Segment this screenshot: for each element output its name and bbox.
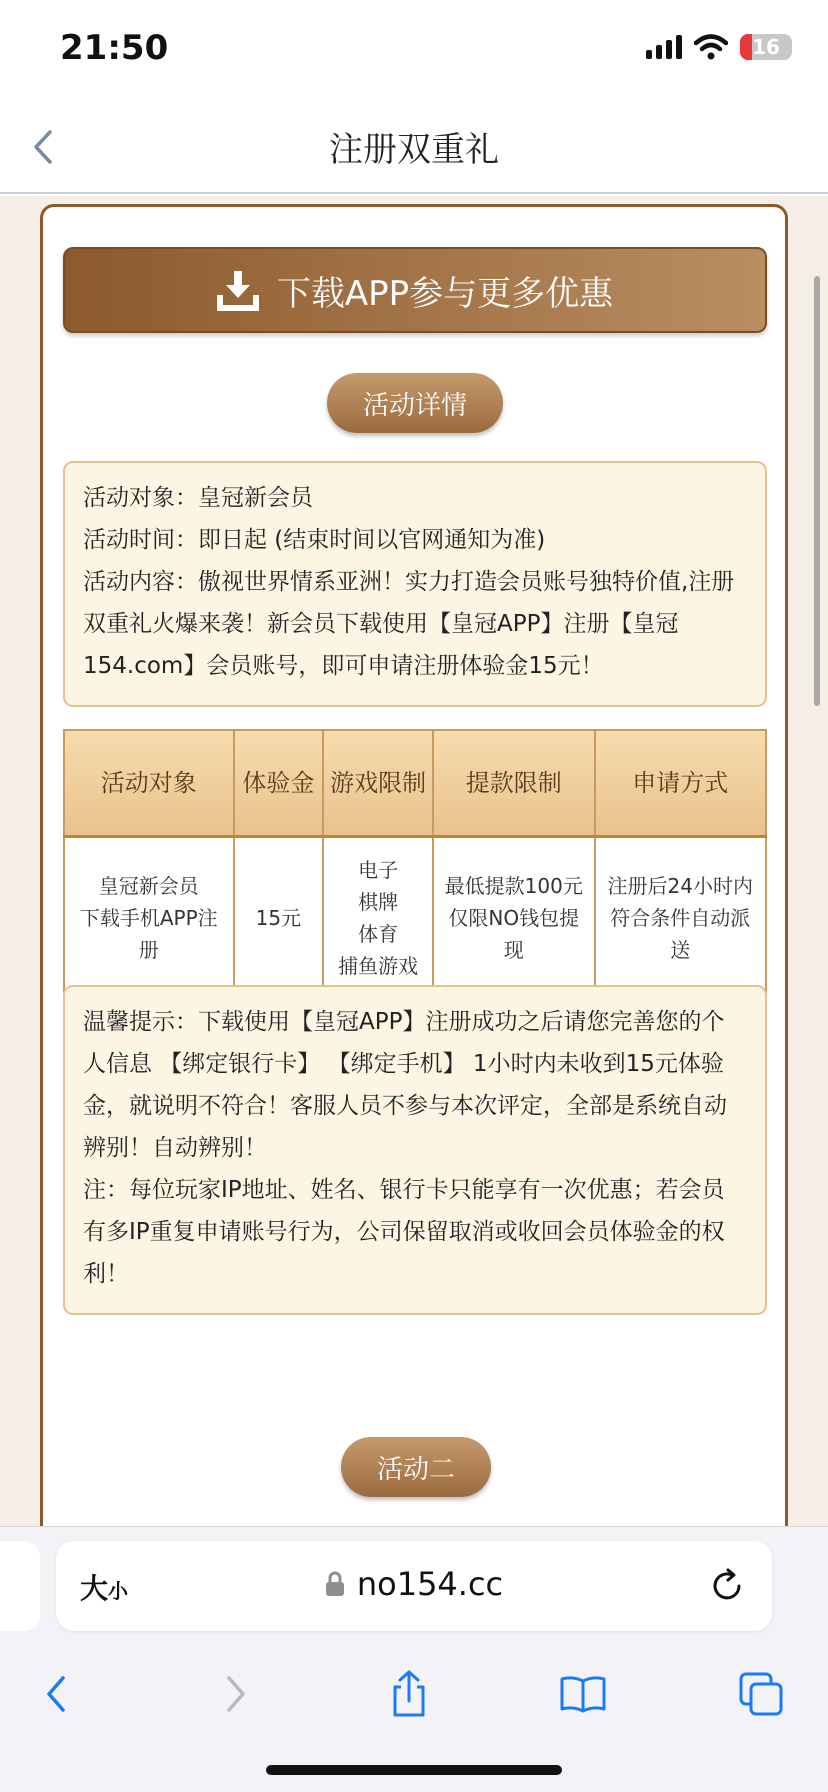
home-indicator[interactable] (266, 1765, 562, 1775)
share-button[interactable] (382, 1667, 436, 1721)
url-display[interactable] (56, 1565, 772, 1603)
wifi-icon (694, 34, 728, 60)
activity-two-button[interactable]: 活动二 (341, 1437, 491, 1497)
forward-icon (217, 1672, 253, 1716)
tabs-button[interactable] (734, 1667, 788, 1721)
browser-bar (0, 1526, 828, 1792)
tips-box (63, 985, 767, 1315)
activity-info-box (63, 461, 767, 707)
cell-apply: 注册后24小时内 符合条件自动派送 (595, 836, 766, 1000)
lock-icon (325, 1571, 345, 1597)
header-bonus: 体验金 (234, 730, 324, 836)
rules-table (63, 729, 767, 1001)
bookmarks-icon (558, 1673, 608, 1715)
status-icons (646, 34, 792, 60)
forward-button[interactable] (208, 1667, 262, 1721)
activity-details-button[interactable]: 活动详情 (327, 373, 503, 433)
cell-games: 电子 棋牌 体育 捕鱼游戏 (323, 836, 433, 1000)
page-content (0, 196, 828, 1526)
cell-target: 皇冠新会员 下载手机APP注册 (64, 836, 234, 1000)
nav-bar (0, 100, 828, 194)
bookmarks-button[interactable] (556, 1667, 610, 1721)
cell-withdraw: 最低提款100元 仅限NO钱包提现 (433, 836, 595, 1000)
activity-time-text: 活动时间：即日起 (结束时间以官网通知为准) (83, 527, 546, 553)
share-icon (387, 1669, 431, 1719)
tips-text: 温馨提示：下载使用【皇冠APP】注册成功之后请您完善您的个人信息 【绑定银行卡】 【绑定手机】 1小时内未收到15元体验金，就说明不符合！客服人员不参与本次评定，全部是系统自动辨别！自动辨别！ (83, 1009, 727, 1161)
header-games: 游戏限制 (323, 730, 433, 836)
header-withdraw: 提款限制 (433, 730, 595, 836)
table-row (64, 836, 766, 1000)
status-time: 21:50 (60, 28, 169, 68)
download-icon (217, 269, 259, 311)
back-button[interactable] (30, 1667, 84, 1721)
battery-level: 16 (752, 35, 780, 59)
previous-tab-preview[interactable] (0, 1541, 40, 1631)
battery-icon (740, 34, 792, 60)
url-text: no154.cc (356, 1565, 504, 1603)
status-bar (0, 0, 828, 100)
reload-icon[interactable] (708, 1567, 746, 1605)
cell-bonus: 15元 (234, 836, 324, 1000)
notice-text: 注：每位玩家IP地址、姓名、银行卡只能享有一次优惠；若会员有多IP重复申请账号行为，公司保留取消或收回会员体验金的权利！ (83, 1177, 725, 1287)
activity-target-text: 活动对象：皇冠新会员 (83, 485, 313, 511)
download-button-label: 下载APP参与更多优惠 (276, 273, 614, 314)
signal-icon (646, 35, 682, 59)
download-app-button[interactable] (63, 247, 767, 333)
promo-card (40, 204, 788, 1526)
back-icon (39, 1672, 75, 1716)
activity-content-text: 活动内容：傲视世界情系亚洲！实力打造会员账号独特价值,注册双重礼火爆来袭！新会员下载使用【皇冠APP】注册【皇冠154.com】会员账号，即可申请注册体验金15元！ (83, 569, 735, 679)
table-header-row (64, 730, 766, 836)
scrollbar[interactable] (814, 276, 820, 706)
page-title: 注册双重礼 (329, 130, 499, 170)
header-apply: 申请方式 (595, 730, 766, 836)
header-target: 活动对象 (64, 730, 234, 836)
address-bar[interactable] (56, 1541, 772, 1631)
text-size-button[interactable]: 大小 (80, 1572, 129, 1605)
tabs-icon (738, 1671, 784, 1717)
browser-toolbar (0, 1649, 828, 1739)
